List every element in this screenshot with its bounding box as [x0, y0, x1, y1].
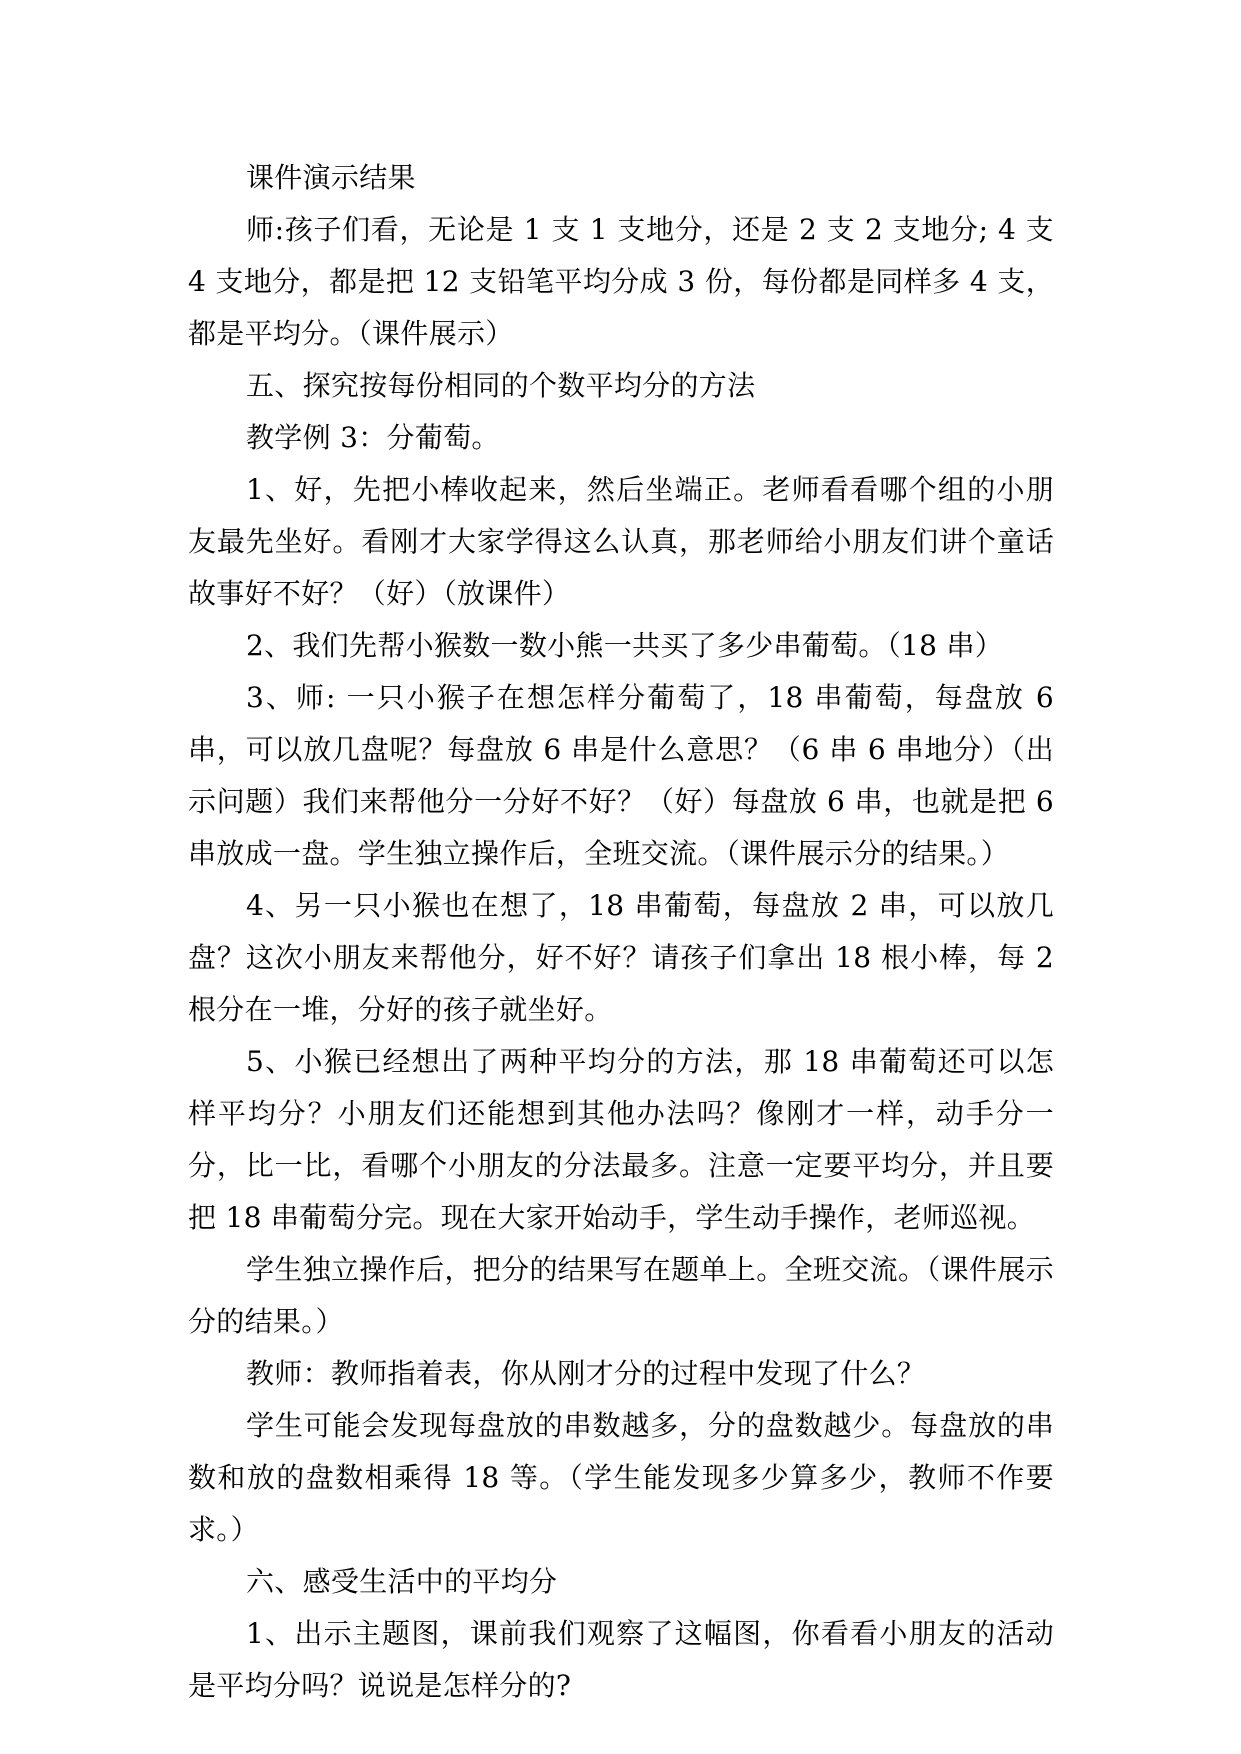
paragraph-example-3: 教学例 3：分葡萄。 — [246, 421, 500, 454]
paragraph-courseware-result: 课件演示结果 — [246, 161, 416, 194]
document-page — [188, 152, 1054, 1712]
paragraph-step-1: 1、好，先把小棒收起来，然后坐端正。老师看看哪个组的小朋友最先坐好。看刚才大家学得这么认真，那老师给小朋友们讲个童话故事好不好？（好）（放课件） — [188, 473, 1054, 610]
paragraph-step-4: 4、另一只小猴也在想了，18 串葡萄，每盘放 2 串，可以放几盘？这次小朋友来帮他分，好不好？请孩子们拿出 18 根小棒，每 2 根分在一堆，分好的孩子就坐好。 — [188, 889, 1054, 1026]
paragraph-teacher-question: 教师：教师指着表，你从刚才分的过程中发现了什么？ — [246, 1357, 926, 1390]
paragraph-step-2: 2、我们先帮小猴数一数小熊一共买了多少串葡萄。（18 串） — [246, 629, 1004, 662]
paragraph-teacher-summary: 师:孩子们看，无论是 1 支 1 支地分，还是 2 支 2 支地分; 4 支 4 支地分，都是把 12 支铅笔平均分成 3 份，每份都是同样多 4 支，都是平均分。（课件展示） — [188, 213, 1054, 350]
section-heading-five: 五、探究按每份相同的个数平均分的方法 — [246, 369, 756, 402]
paragraph-step-5: 5、小猴已经想出了两种平均分的方法，那 18 串葡萄还可以怎样平均分？小朋友们还能想到其他办法吗？像刚才一样，动手分一分，比一比，看哪个小朋友的分法最多。注意一定要平均分，并且要把 18 串葡萄分完。现在大家开始动手，学生动手操作，老师巡视。 — [188, 1045, 1054, 1234]
paragraph-step-3: 3、师: 一只小猴子在想怎样分葡萄了，18 串葡萄，每盘放 6 串，可以放几盘呢？每盘放 6 串是什么意思？（6 串 6 串地分）（出示问题）我们来帮他分一分好不好？（好）每盘放 6 串，也就是把 6 串放成一盘。学生独立操作后，全班交流。（课件展示分的结果。） — [188, 681, 1054, 870]
paragraph-theme-picture: 1、出示主题图，课前我们观察了这幅图，你看看小朋友的活动是平均分吗？说说是怎样分的? — [188, 1617, 1054, 1702]
section-heading-six: 六、感受生活中的平均分 — [246, 1565, 558, 1598]
paragraph-student-findings: 学生可能会发现每盘放的串数越多，分的盘数越少。每盘放的串数和放的盘数相乘得 18 等。（学生能发现多少算多少，教师不作要求。） — [188, 1409, 1054, 1546]
paragraph-student-exchange: 学生独立操作后，把分的结果写在题单上。全班交流。（课件展示分的结果。） — [188, 1253, 1054, 1338]
